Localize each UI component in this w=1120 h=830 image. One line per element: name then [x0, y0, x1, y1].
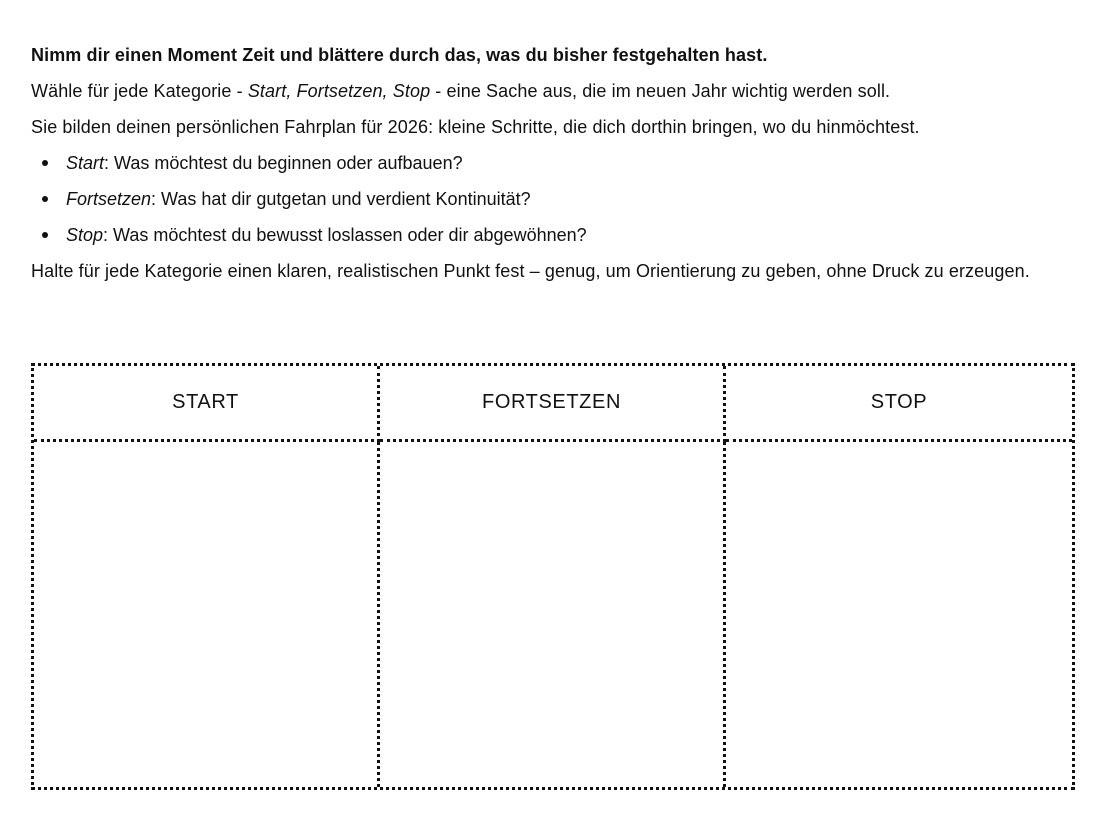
writing-area-start[interactable] [34, 442, 380, 787]
category-list [31, 145, 1075, 253]
closing-paragraph: Halte für jede Kategorie einen klaren, realistischen Punkt fest – genug, um Orientierung zu geben, ohne Druck zu erzeugen. [31, 261, 1030, 281]
intro-instruction-emphasis: Start, Fortsetzen, Stop [247, 81, 431, 101]
bullet-icon [42, 232, 48, 238]
category-term: Fortsetzen [66, 189, 152, 209]
writing-area-stop[interactable] [726, 442, 1072, 787]
column-header-start: START [34, 366, 380, 442]
column-header-stop: STOP [726, 366, 1072, 442]
intro-instruction [31, 73, 1075, 109]
bullet-icon [42, 160, 48, 166]
intro-instruction-text-end: - eine Sache aus, die im neuen Jahr wichtig werden soll. [430, 81, 891, 101]
list-item [31, 145, 1075, 181]
intro-roadmap: Sie bilden deinen persönlichen Fahrplan für 2026: kleine Schritte, die dich dorthin bringen, wo du hinmöchtest. [31, 117, 920, 137]
category-description: : Was hat dir gutgetan und verdient Kontinuität? [151, 189, 531, 209]
list-item [31, 181, 1075, 217]
category-term: Stop [66, 225, 104, 245]
list-item [31, 217, 1075, 253]
category-description: : Was möchtest du beginnen oder aufbauen? [104, 153, 463, 173]
category-term: Start [66, 153, 105, 173]
intro-instruction-text: Wähle für jede Kategorie - [31, 81, 248, 101]
writing-area-fortsetzen[interactable] [380, 442, 726, 787]
start-continue-stop-table [31, 363, 1075, 790]
column-header-fortsetzen: FORTSETZEN [380, 366, 726, 442]
instructions [31, 0, 1075, 289]
category-description: : Was möchtest du bewusst loslassen oder dir abgewöhnen? [103, 225, 587, 245]
intro-heading: Nimm dir einen Moment Zeit und blättere durch das, was du bisher festgehalten hast. [31, 45, 768, 65]
bullet-icon [42, 196, 48, 202]
